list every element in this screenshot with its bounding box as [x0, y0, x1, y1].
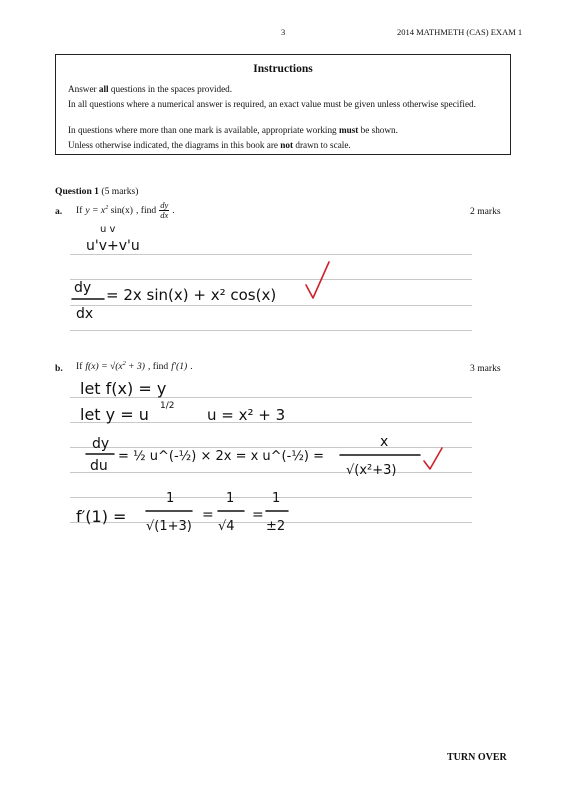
tick-mark-icon [424, 448, 442, 469]
hw-let-f: let f(x) = y [80, 379, 167, 398]
page-number: 3 [281, 27, 286, 37]
hw-dy2: dy [92, 436, 110, 452]
dy-dx-fraction: $\frac{dy}{dx}$ [160, 200, 169, 220]
hw-equals: = [202, 507, 214, 523]
hw-du: du [90, 458, 108, 474]
hw-uv-labels: u v [100, 224, 116, 235]
part-b-marks: 3 marks [470, 363, 501, 374]
hw-f2-num: 1 [226, 491, 235, 506]
part-b-question: If $f(x) = √(x^2 + 3)$ , find f′(1) . [76, 361, 193, 373]
hw-u-def: u = x² + 3 [207, 406, 286, 424]
hw-f1-num: 1 [166, 491, 175, 506]
hw-chain-rule: = ½ u^(-½) × 2x = x u^(-½) = [118, 449, 325, 464]
hw-x-numerator: x [380, 434, 389, 450]
hw-fprime-lhs: f′(1) = [76, 507, 127, 526]
instruction-line-4: Unless otherwise indicated, the diagrams in this book are not drawn to scale. [68, 140, 351, 150]
hw-half-exponent: 1/2 [160, 401, 175, 411]
instruction-line-1: Answer all questions in the spaces provided. [68, 84, 233, 94]
hw-product-rule: u'v+v'u [86, 238, 140, 254]
instruction-line-2: In all questions where a numerical answer is required, an exact value must be given unless otherwise specified. [68, 99, 476, 109]
hw-dx: dx [76, 306, 94, 322]
hw-f3-num: 1 [272, 491, 281, 506]
hw-dy: dy [74, 280, 92, 296]
turn-over: TURN OVER [447, 752, 507, 763]
hw-f1-den: √(1+3) [146, 519, 192, 534]
hw-part-a-answer: = 2x sin(x) + x² cos(x) [106, 286, 277, 304]
tick-mark-icon [306, 262, 329, 298]
hw-f2-den: √4 [218, 519, 235, 534]
part-a-question: If $y = x^2$ sin(x) , find $\frac{dy}{dx}$ . [76, 200, 175, 220]
part-b-label: b. [55, 363, 63, 374]
hw-f3-den: ±2 [266, 519, 286, 534]
hw-let-y: let y = u [80, 405, 149, 424]
exam-title: 2014 MATHMETH (CAS) EXAM 1 [397, 27, 523, 37]
part-a-marks: 2 marks [470, 206, 501, 217]
hw-equals: = [252, 507, 264, 523]
hw-root-denominator: √(x²+3) [346, 463, 397, 478]
question-1-heading: Question 1 (5 marks) [55, 186, 139, 197]
instructions-title: Instructions [253, 63, 313, 75]
instruction-line-3: In questions where more than one mark is available, appropriate working must be shown. [68, 125, 398, 135]
part-a-label: a. [55, 206, 63, 217]
